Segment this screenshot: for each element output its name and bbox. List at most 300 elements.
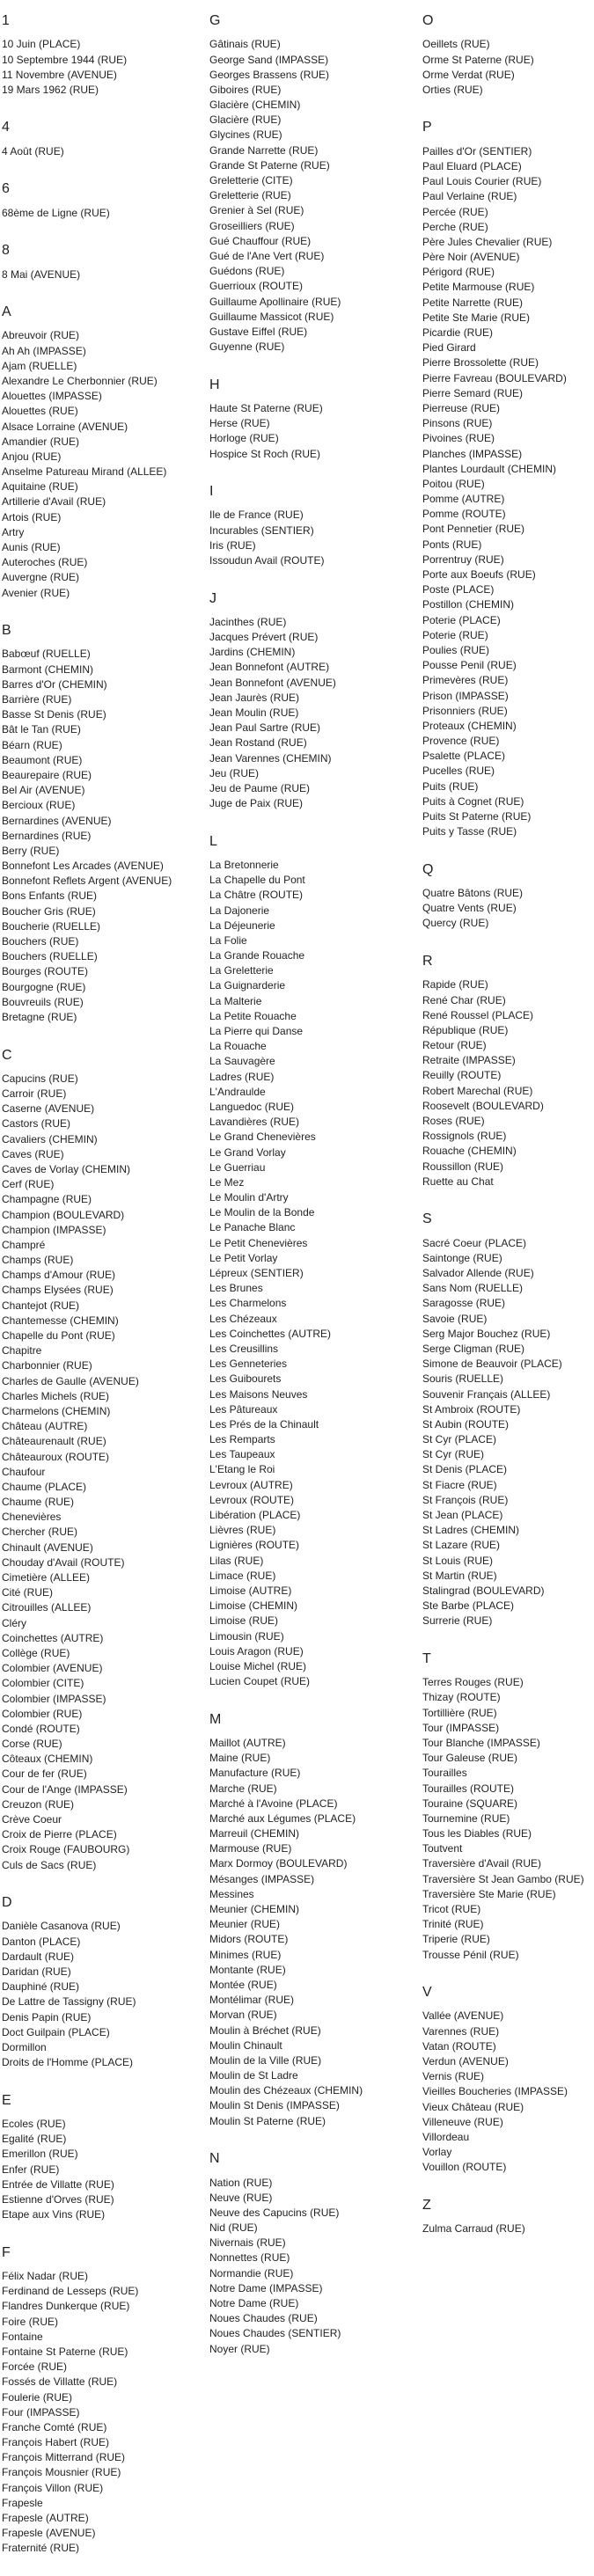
street-item: Simone de Beauvoir (PLACE) (422, 1358, 562, 1371)
street-item: Traversière Ste Marie (RUE) (422, 1887, 556, 1900)
street-item: Frapesle (2, 2496, 43, 2509)
street-item: Marché à l'Avoine (PLACE) (209, 1797, 338, 1810)
letter-group (422, 12, 592, 98)
letter-group (2, 304, 204, 601)
letter-heading: S (422, 1211, 432, 1227)
street-item: Poterie (RUE) (422, 628, 488, 641)
street-item: Juge de Paix (RUE) (209, 797, 304, 810)
street-item: Terres Rouges (RUE) (422, 1676, 524, 1689)
street-item: Rapide (RUE) (422, 978, 488, 992)
street-item: Tourailles (ROUTE) (422, 1782, 515, 1795)
street-item: Robert Marechal (RUE) (422, 1084, 533, 1097)
street-item: Picardie (RUE) (422, 326, 494, 340)
street-item: Chinault (AVENUE) (2, 1540, 93, 1554)
street-item: Giboires (RUE) (209, 83, 282, 96)
street-item: Levroux (ROUTE) (209, 1493, 295, 1506)
letter-group (422, 1984, 592, 2175)
letter-heading: D (2, 1895, 12, 1911)
street-item: Beaurepaire (RUE) (2, 768, 92, 781)
street-item: 8 Mai (AVENUE) (2, 267, 81, 281)
street-item: Pierre Semard (RUE) (422, 386, 524, 399)
street-item: Auteroches (RUE) (2, 556, 88, 569)
letter-heading: T (422, 1650, 431, 1666)
street-item: Cerf (RUE) (2, 1178, 55, 1191)
street-item: Guillaume Apollinaire (RUE) (209, 295, 341, 308)
street-item: Fontaine (2, 2330, 43, 2343)
street-item: Villordeau (422, 2130, 470, 2143)
street-item: Egalité (RUE) (2, 2133, 67, 2146)
street-item: Croix de Pierre (PLACE) (2, 1828, 117, 1841)
street-item: Anjou (RUE) (2, 450, 62, 463)
street-item: Iris (RUE) (209, 538, 256, 552)
street-item: Glacière (RUE) (209, 113, 282, 127)
street-item: Jean Bonnefont (AVENUE) (209, 676, 336, 689)
street-item: Retour (RUE) (422, 1039, 487, 1052)
street-item: Caves (RUE) (2, 1147, 64, 1160)
street-item: Abreuvoir (RUE) (2, 329, 80, 342)
street-item: Champion (BOULEVARD) (2, 1208, 125, 1221)
letter-group (209, 590, 417, 812)
street-item: Midors (ROUTE) (209, 1933, 289, 1946)
street-item: St Louis (RUE) (422, 1554, 494, 1567)
street-item: St Ambroix (ROUTE) (422, 1402, 521, 1416)
street-item: St François (RUE) (422, 1493, 509, 1506)
street-item: Montante (RUE) (209, 1963, 286, 1976)
street-item: Les Genneteries (209, 1358, 288, 1371)
letter-heading: F (2, 2244, 11, 2260)
street-item: La Déjeunerie (209, 918, 275, 932)
letter-group (422, 2197, 592, 2237)
street-item: Haute St Paterne (RUE) (209, 401, 323, 414)
street-item: Chaume (RUE) (2, 1496, 75, 1509)
street-item: Traversière St Jean Gambo (RUE) (422, 1872, 584, 1885)
street-item: Limoise (RUE) (209, 1614, 279, 1628)
street-item: Minimes (RUE) (209, 1948, 282, 1961)
street-item: Bernardines (AVENUE) (2, 814, 112, 827)
street-item: Bel Air (AVENUE) (2, 784, 85, 797)
street-item: Félix Nadar (RUE) (2, 2270, 89, 2283)
street-item: Champs (RUE) (2, 1254, 74, 1267)
street-item: Dauphiné (RUE) (2, 1980, 80, 1994)
street-item: Amandier (RUE) (2, 435, 80, 448)
street-item: Champs Elysées (RUE) (2, 1284, 114, 1297)
street-item: Quatre Bâtons (RUE) (422, 887, 524, 900)
street-item: Meunier (CHEMIN) (209, 1903, 300, 1916)
street-item: Côteaux (CHEMIN) (2, 1753, 93, 1766)
street-item: Danièle Casanova (RUE) (2, 1920, 121, 1933)
street-item: Beaumont (RUE) (2, 753, 83, 766)
street-item: Montée (RUE) (209, 1978, 277, 1991)
street-item: Colombier (AVENUE) (2, 1662, 103, 1675)
street-item: Puits St Paterne (RUE) (422, 810, 532, 823)
street-item: Alsace Lorraine (AVENUE) (2, 420, 128, 433)
street-item: Poitou (RUE) (422, 477, 485, 490)
street-item: St Fiacre (RUE) (422, 1478, 497, 1491)
street-item: René Roussel (PLACE) (422, 1008, 534, 1021)
street-item: Issoudun Avail (ROUTE) (209, 553, 325, 567)
street-item: Reuilly (ROUTE) (422, 1069, 502, 1082)
street-item: Pailles d'Or (SENTIER) (422, 144, 532, 157)
street-item: Béarn (RUE) (2, 738, 62, 751)
street-item: Souris (RUELLE) (422, 1372, 504, 1386)
letter-heading: 1 (2, 13, 10, 28)
street-item: Serg Major Bouchez (RUE) (422, 1327, 551, 1340)
street-item: Prison (IMPASSE) (422, 689, 509, 702)
street-item: Lignières (ROUTE) (209, 1539, 300, 1552)
street-item: Percée (RUE) (422, 205, 488, 218)
street-item: René Char (RUE) (422, 993, 506, 1006)
street-item: Pinsons (RUE) (422, 417, 493, 430)
street-item: 11 Novembre (AVENUE) (2, 68, 117, 81)
street-item: Marché aux Légumes (PLACE) (209, 1811, 356, 1825)
street-item: Pomme (ROUTE) (422, 508, 506, 521)
street-item: La Pierre qui Danse (209, 1025, 304, 1038)
street-item: Pousse Penil (RUE) (422, 659, 517, 672)
street-item: Normandie (RUE) (209, 2266, 294, 2280)
street-item: Charles de Gaulle (AVENUE) (2, 1374, 139, 1387)
street-item: Croix Rouge (FAUBOURG) (2, 1843, 130, 1856)
street-item: Jardins (CHEMIN) (209, 646, 296, 659)
street-item: Messines (209, 1887, 254, 1900)
street-item: Fontaine St Paterne (RUE) (2, 2345, 128, 2358)
street-item: Foire (RUE) (2, 2315, 59, 2328)
street-item: 68ème de Ligne (RUE) (2, 206, 110, 219)
street-item: Puits (RUE) (422, 779, 479, 793)
street-item: Pucelles (RUE) (422, 765, 495, 778)
street-item: St Ladres (CHEMIN) (422, 1524, 520, 1537)
letter-heading: C (2, 1047, 12, 1063)
street-item: Bouchers (RUELLE) (2, 950, 98, 963)
street-item: St Martin (RUE) (422, 1569, 497, 1582)
street-item: Tour Galeuse (RUE) (422, 1752, 518, 1765)
street-item: Marx Dormoy (BOULEVARD) (209, 1857, 348, 1870)
street-item: Père Jules Chevalier (RUE) (422, 235, 553, 248)
street-item: Moulin de St Ladre (209, 2069, 298, 2082)
street-item: Marche (RUE) (209, 1782, 277, 1795)
street-item: Glycines (RUE) (209, 128, 282, 142)
street-item: Barrière (RUE) (2, 693, 72, 706)
street-item: Tricot (RUE) (422, 1903, 481, 1916)
street-item: Jean Jaurès (RUE) (209, 691, 300, 704)
street-item: Cimetière (ALLEE) (2, 1571, 91, 1584)
street-item: La Rouache (209, 1040, 267, 1053)
street-item: Limoise (CHEMIN) (209, 1599, 298, 1613)
street-item: Villeneuve (RUE) (422, 2115, 503, 2128)
street-item: Pied Girard (422, 341, 476, 355)
street-item: Ste Barbe (PLACE) (422, 1599, 515, 1613)
street-item: Bernardines (RUE) (2, 829, 92, 842)
street-item: Herse (RUE) (209, 417, 270, 430)
street-item: Jean Bonnefont (AUTRE) (209, 661, 330, 674)
street-item: Jacinthes (RUE) (209, 615, 287, 628)
street-item: Gustave Eiffel (RUE) (209, 325, 308, 338)
street-item: De Lattre de Tassigny (RUE) (2, 1995, 136, 2009)
street-item: Toutvent (422, 1842, 463, 1855)
street-item: Cavaliers (CHEMIN) (2, 1132, 98, 1145)
street-item: Vorlay (422, 2146, 452, 2159)
street-item: Petite Marmouse (RUE) (422, 281, 535, 294)
street-item: Oeillets (RUE) (422, 38, 490, 51)
street-item: Pierreuse (RUE) (422, 401, 501, 414)
street-item: Le Petit Chenevières (209, 1236, 308, 1249)
street-item: Trinité (RUE) (422, 1918, 484, 1931)
street-item: Citrouilles (ALLEE) (2, 1601, 92, 1614)
street-item: Vieux Château (RUE) (422, 2100, 524, 2113)
street-item: Ferdinand de Lesseps (RUE) (2, 2285, 139, 2298)
street-item: St Aubin (ROUTE) (422, 1417, 510, 1431)
street-item: Planches (IMPASSE) (422, 447, 523, 460)
street-item: Carroir (RUE) (2, 1087, 67, 1101)
street-item: Greletterie (CITE) (209, 174, 293, 187)
street-item: Les Creusillins (209, 1342, 279, 1355)
street-item: Alexandre Le Cherbonnier (RUE) (2, 374, 158, 387)
street-item: Chouday d'Avail (ROUTE) (2, 1555, 125, 1569)
street-item: Bretagne (RUE) (2, 1010, 77, 1023)
street-item: Gâtinais (RUE) (209, 38, 281, 51)
letter-heading: N (209, 2151, 220, 2167)
street-item: Barmont (CHEMIN) (2, 662, 94, 676)
street-item: Limace (RUE) (209, 1569, 276, 1582)
street-index-column-1 (2, 12, 204, 2557)
street-item: Triperie (RUE) (422, 1933, 490, 1946)
street-item: Sacré Coeur (PLACE) (422, 1236, 527, 1249)
letter-group (2, 622, 204, 1025)
street-item: St Jean (PLACE) (422, 1509, 503, 1522)
street-item: Bouchers (RUE) (2, 935, 79, 948)
street-item: Artillerie d'Avail (RUE) (2, 495, 106, 509)
street-item: Ile de France (RUE) (209, 509, 304, 522)
street-item: Orme Verdat (RUE) (422, 68, 515, 81)
street-item: Tortillière (RUE) (422, 1706, 497, 1719)
street-item: Poste (PLACE) (422, 583, 495, 596)
street-item: Noues Chaudes (RUE) (209, 2312, 318, 2325)
street-item: Chapitre (2, 1344, 42, 1358)
street-item: Ajam (RUELLE) (2, 359, 77, 372)
street-item: Gué Chauffour (RUE) (209, 234, 312, 247)
street-item: Le Guerriau (209, 1160, 266, 1174)
street-item: Paul Louis Courier (RUE) (422, 175, 542, 188)
street-item: Proteaux (CHEMIN) (422, 719, 517, 732)
street-item: Château (AUTRE) (2, 1420, 88, 1433)
letter-group (2, 180, 204, 221)
street-item: Nivernais (RUE) (209, 2236, 286, 2250)
street-item: Artois (RUE) (2, 510, 62, 523)
street-item: Glacière (CHEMIN) (209, 99, 301, 112)
street-item: Orties (RUE) (422, 83, 483, 96)
street-item: Le Grand Vorlay (209, 1145, 286, 1159)
street-item: Jacques Prévert (RUE) (209, 631, 319, 644)
street-item: Charbonnier (RUE) (2, 1359, 92, 1372)
street-item: Châteauroux (ROUTE) (2, 1450, 110, 1463)
street-item: Lilas (RUE) (209, 1554, 264, 1567)
street-item: Champs d'Amour (RUE) (2, 1269, 115, 1282)
street-item: La Chapelle du Pont (209, 874, 305, 887)
street-item: 19 Mars 1962 (RUE) (2, 83, 99, 96)
street-item: Etape aux Vins (RUE) (2, 2208, 106, 2221)
street-item: Corse (RUE) (2, 1738, 62, 1751)
street-item: Sans Nom (RUELLE) (422, 1282, 524, 1295)
letter-group (2, 242, 204, 282)
street-item: 10 Septembre 1944 (RUE) (2, 53, 128, 66)
letter-heading: L (209, 833, 217, 849)
street-item: Serge Cligman (RUE) (422, 1342, 525, 1355)
letter-group (2, 2244, 204, 2557)
street-item: Bourges (ROUTE) (2, 965, 89, 978)
street-item: Lavandières (RUE) (209, 1116, 300, 1129)
street-item: François Mousnier (RUE) (2, 2466, 121, 2479)
street-item: François Mitterrand (RUE) (2, 2451, 126, 2464)
street-item: Ruette au Chat (422, 1175, 494, 1188)
street-item: Quatre Vents (RUE) (422, 902, 517, 915)
letter-heading: G (209, 13, 221, 28)
letter-group (209, 833, 417, 1690)
letter-group (2, 1047, 204, 1873)
street-item: Pierre Brossolette (RUE) (422, 356, 539, 370)
street-item: Boucherie (RUELLE) (2, 919, 101, 933)
letter-group (2, 1894, 204, 2070)
street-item: Moulin de la Ville (RUE) (209, 2053, 322, 2067)
street-item: Surrerie (RUE) (422, 1614, 493, 1628)
letter-heading: M (209, 1711, 222, 1727)
letter-group (209, 12, 417, 355)
street-item: Les Prés de la Chinault (209, 1417, 319, 1431)
street-item: Aunis (RUE) (2, 541, 61, 554)
letter-heading: P (422, 120, 432, 135)
street-item: Verdun (AVENUE) (422, 2055, 509, 2068)
street-item: Rouache (CHEMIN) (422, 1145, 517, 1158)
street-item: 4 Août (RUE) (2, 144, 64, 157)
street-item: Provence (RUE) (422, 735, 500, 748)
street-item: Entrée de Villatte (RUE) (2, 2177, 114, 2191)
street-item: Emerillon (RUE) (2, 2148, 78, 2161)
street-item: Noues Chaudes (SENTIER) (209, 2327, 341, 2340)
street-item: La Bretonnerie (209, 858, 279, 871)
street-item: Le Panache Blanc (209, 1221, 296, 1234)
street-item: Bouvreuils (RUE) (2, 995, 84, 1008)
letter-heading: Q (422, 861, 434, 877)
street-item: Bonnefont Les Arcades (AVENUE) (2, 860, 164, 873)
street-item: Les Guibourets (209, 1372, 282, 1386)
street-item: Limoise (AUTRE) (209, 1584, 292, 1597)
street-item: Denis Papin (RUE) (2, 2010, 92, 2023)
street-item: Cour de fer (RUE) (2, 1767, 87, 1781)
letter-heading: H (209, 377, 220, 392)
letter-group (2, 12, 204, 98)
street-item: Tour Blanche (IMPASSE) (422, 1736, 540, 1749)
street-item: Stalingrad (BOULEVARD) (422, 1584, 545, 1597)
street-item: Morvan (RUE) (209, 2009, 277, 2022)
street-item: Flandres Dunkerque (RUE) (2, 2300, 130, 2313)
street-item: Georges Brassens (RUE) (209, 68, 330, 81)
street-item: François Villon (RUE) (2, 2481, 104, 2494)
street-item: Pierre Favreau (BOULEVARD) (422, 371, 567, 384)
street-item: Lièvres (RUE) (209, 1524, 276, 1537)
street-item: Orme St Paterne (RUE) (422, 53, 534, 66)
street-item: Vallée (AVENUE) (422, 2009, 504, 2023)
street-item: Prisonniers (RUE) (422, 704, 508, 717)
street-item: Fossés de Villatte (RUE) (2, 2375, 118, 2389)
street-item: Paul Eluard (PLACE) (422, 159, 522, 172)
street-item: Franche Comté (RUE) (2, 2420, 107, 2433)
street-item: Thizay (ROUTE) (422, 1691, 501, 1704)
street-item: Cour de l'Ange (IMPASSE) (2, 1782, 128, 1796)
street-item: Champion (IMPASSE) (2, 1223, 106, 1236)
letter-heading: 8 (2, 243, 10, 259)
street-item: Anselme Patureau Mirand (ALLEE) (2, 465, 167, 479)
letter-group (2, 2092, 204, 2223)
street-item: Moulin à Bréchet (RUE) (209, 2023, 321, 2037)
street-item: La Guignarderie (209, 979, 286, 992)
street-item: George Sand (IMPASSE) (209, 53, 329, 66)
street-item: Moulin St Paterne (RUE) (209, 2114, 326, 2127)
letter-heading: I (209, 484, 214, 500)
street-item: Nid (RUE) (209, 2221, 258, 2235)
street-item: Jean Varennes (CHEMIN) (209, 751, 332, 765)
street-item: Neuve (RUE) (209, 2191, 273, 2204)
street-item: La Malterie (209, 994, 262, 1007)
street-item: Chercher (RUE) (2, 1526, 78, 1539)
street-item: République (RUE) (422, 1023, 509, 1036)
street-item: Avenier (RUE) (2, 586, 70, 599)
street-item: Dormillon (2, 2040, 47, 2053)
letter-heading: O (422, 13, 434, 28)
street-item: Jeu de Paume (RUE) (209, 781, 311, 794)
street-item: Porrentruy (RUE) (422, 553, 504, 566)
street-item: Castors (RUE) (2, 1117, 71, 1131)
street-item: Saintonge (RUE) (422, 1251, 502, 1264)
street-item: Condé (ROUTE) (2, 1722, 80, 1735)
street-item: Noyer (RUE) (209, 2342, 270, 2355)
letter-heading: 6 (2, 181, 10, 197)
street-item: Trousse Pénil (RUE) (422, 1948, 519, 1961)
street-item: Notre Dame (IMPASSE) (209, 2281, 323, 2294)
street-item: Languedoc (RUE) (209, 1100, 295, 1113)
street-item: Montélimar (RUE) (209, 1994, 295, 2007)
street-item: Perche (RUE) (422, 220, 488, 233)
street-item: Mésanges (IMPASSE) (209, 1872, 315, 1885)
street-item: Ah Ah (IMPASSE) (2, 344, 86, 357)
letter-group (422, 1211, 592, 1628)
street-item: Saragosse (RUE) (422, 1297, 506, 1310)
street-item: François Habert (RUE) (2, 2436, 110, 2449)
street-item: Dardault (RUE) (2, 1950, 75, 1963)
street-item: Jean Paul Sartre (RUE) (209, 721, 321, 735)
street-item: Louise Michel (RUE) (209, 1659, 307, 1672)
street-item: Vieilles Boucheries (IMPASSE) (422, 2085, 568, 2098)
letter-heading: B (2, 623, 11, 639)
street-item: Les Remparts (209, 1433, 275, 1446)
street-item: Frapesle (AVENUE) (2, 2527, 96, 2540)
street-item: Notre Dame (RUE) (209, 2297, 299, 2310)
letter-group (209, 1711, 417, 2129)
street-item: Droits de l'Homme (PLACE) (2, 2056, 133, 2069)
street-item: Postillon (CHEMIN) (422, 598, 515, 611)
street-item: Estienne d'Orves (RUE) (2, 2192, 114, 2206)
street-item: Périgord (RUE) (422, 266, 495, 279)
street-item: Incurables (SENTIER) (209, 523, 314, 537)
street-item: L'Etang le Roi (209, 1463, 275, 1476)
street-item: Primevères (RUE) (422, 674, 509, 687)
letter-group (209, 377, 417, 462)
letter-group (209, 483, 417, 568)
street-item: St Cyr (RUE) (422, 1448, 484, 1461)
street-item: Daridan (RUE) (2, 1965, 71, 1979)
street-item: Maine (RUE) (209, 1752, 271, 1765)
street-item: Jean Rostand (RUE) (209, 736, 307, 750)
street-item: Jeu (RUE) (209, 766, 260, 779)
street-item: Barres d'Or (CHEMIN) (2, 677, 107, 691)
street-item: Limousin (RUE) (209, 1629, 284, 1643)
